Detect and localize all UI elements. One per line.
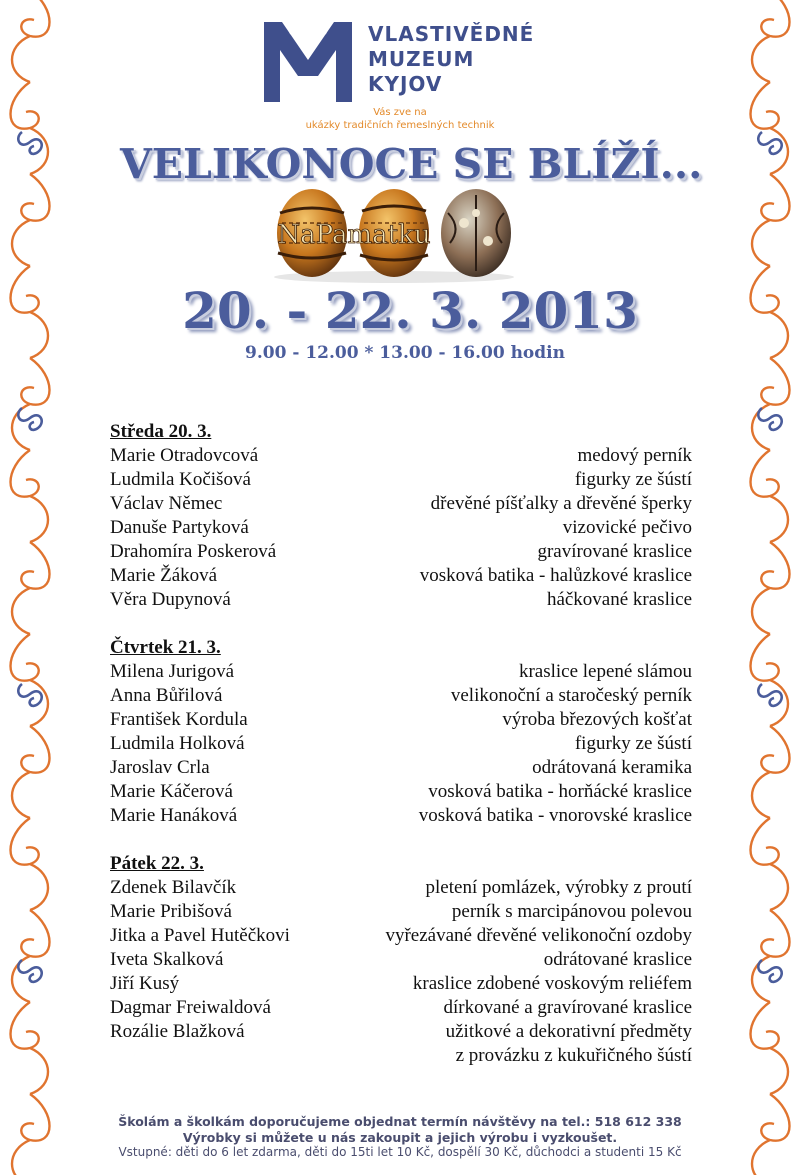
event-title: VELIKONOCE SE BLÍŽÍ... [120, 140, 703, 188]
craft-name: z provázku z kukuřičného šústí [455, 1045, 692, 1066]
footer-admission: Vstupné: děti do 6 let zdarma, děti do 15ti let 10 Kč, dospělí 30 Kč, důchodci a studenti 15 Kč [118, 1145, 682, 1159]
artisan-name: Ludmila Holková [110, 733, 245, 754]
program-row [110, 804, 700, 828]
event-dates: 20. - 22. 3. 2013 [182, 281, 638, 340]
program-row [110, 660, 700, 684]
craft-name: pletení pomlázek, výrobky z proutí [425, 877, 692, 898]
swirl-ornament [752, 726, 790, 818]
program-row [110, 1020, 700, 1044]
artisan-name: Marie Žáková [110, 565, 218, 586]
blue-curl-ornament [758, 408, 781, 430]
artisan-name: Rozálie Blažková [110, 1021, 245, 1042]
craft-name: háčkované kraslice [546, 589, 692, 610]
program-row [110, 1044, 700, 1068]
museum-name [368, 22, 534, 97]
program-row [110, 588, 700, 612]
program-row [110, 900, 700, 924]
blue-curl-ornament [758, 132, 781, 154]
swirl-ornament [12, 1094, 50, 1175]
artisan-name: Marie Hanáková [110, 805, 238, 826]
right-ornament-border [740, 0, 800, 1175]
craft-name: vosková batika - halůzkové kraslice [419, 565, 692, 586]
artisan-name: Marie Otradovcová [110, 445, 259, 466]
swirl-ornament [751, 818, 789, 910]
program-row [110, 516, 700, 540]
program-row [110, 924, 700, 948]
program-row [110, 948, 700, 972]
blue-curl-ornament [18, 960, 41, 982]
swirl-ornament [11, 450, 49, 542]
artisan-name: Ludmila Kočišová [110, 469, 251, 490]
swirl-ornament [12, 358, 50, 450]
craft-name: figurky ze šústí [574, 733, 692, 754]
footer-schools-note: Školám a školkám doporučujeme objednat termín návštěvy na tel.: 518 612 338 [118, 1114, 682, 1129]
swirl-ornament [751, 266, 789, 358]
swirl-ornament [751, 82, 789, 174]
artisan-name: Danuše Partyková [110, 517, 249, 538]
museum-name-line2: MUZEUM [368, 47, 475, 71]
program-row [110, 876, 700, 900]
craft-name: výroba březových košťat [502, 709, 692, 730]
blue-curl-ornament [758, 684, 781, 706]
museum-logo [262, 20, 354, 104]
craft-name: vosková batika - horňácké kraslice [428, 781, 692, 802]
artisan-name: Iveta Skalková [110, 949, 224, 970]
program-row [110, 708, 700, 732]
egg-inscription: NaPamatku [277, 220, 431, 250]
program-row [110, 564, 700, 588]
swirl-ornament [12, 726, 50, 818]
craft-name: figurky ze šústí [574, 469, 692, 490]
swirl-ornament [752, 0, 790, 82]
craft-name: vyřezávané dřevěné velikonoční ozdoby [385, 925, 692, 946]
program-row [110, 732, 700, 756]
program-row [110, 492, 700, 516]
swirl-ornament [751, 450, 789, 542]
program-row [110, 780, 700, 804]
swirl-ornament [11, 818, 49, 910]
invite-line1: Vás zve na [373, 107, 427, 118]
craft-name: medový perník [577, 445, 692, 466]
craft-name: vosková batika - vnorovské kraslice [418, 805, 692, 826]
craft-name: odrátované kraslice [543, 949, 692, 970]
blue-curl-ornament [18, 132, 41, 154]
swirl-ornament [752, 174, 790, 266]
craft-name: užitkové a dekorativní předměty [445, 1021, 692, 1042]
swirl-ornament [12, 0, 50, 82]
artisan-name: Dagmar Freiwaldová [110, 997, 271, 1018]
artisan-name: Marie Pribišová [110, 901, 232, 922]
craft-name: velikonoční a staročeský perník [450, 685, 692, 706]
swirl-ornament [11, 634, 49, 726]
opening-hours: 9.00 - 12.00 * 13.00 - 16.00 hodin [245, 343, 565, 363]
swirl-ornament [12, 910, 50, 1002]
artisan-name: Jiří Kusý [110, 973, 180, 994]
artisan-name: Zdenek Bilavčík [110, 877, 237, 898]
museum-name-line1: VLASTIVĚDNÉ [368, 22, 535, 46]
program-row [110, 468, 700, 492]
craft-name: gravírované kraslice [537, 541, 692, 562]
swirl-ornament [751, 1002, 789, 1094]
craft-name: dřevěné píšťalky a dřevěné šperky [430, 493, 692, 514]
museum-name-line3: KYJOV [368, 72, 443, 96]
craft-name: kraslice lepené slámou [518, 661, 692, 682]
program-row [110, 972, 700, 996]
artisan-name: František Kordula [110, 709, 248, 730]
easter-eggs-image [272, 183, 517, 283]
program-row [110, 444, 700, 468]
swirl-ornament [751, 634, 789, 726]
swirl-ornament [11, 82, 49, 174]
invitation-text [280, 106, 520, 132]
egg-3 [441, 189, 511, 277]
craft-name: odrátovaná keramika [532, 757, 692, 778]
day-heading: Čtvrtek 21. 3. [110, 637, 221, 658]
program-row [110, 756, 700, 780]
program-list [110, 420, 700, 1068]
craft-name: vizovické pečivo [562, 517, 692, 538]
left-ornament-border [0, 0, 60, 1175]
program-row [110, 996, 700, 1020]
program-row [110, 684, 700, 708]
artisan-name: Drahomíra Poskerová [110, 541, 277, 562]
artisan-name: Marie Káčerová [110, 781, 233, 802]
artisan-name: Jaroslav Crla [110, 757, 210, 778]
blue-curl-ornament [758, 960, 781, 982]
artisan-name: Jitka a Pavel Hutěčkovi [110, 925, 290, 946]
blue-curl-ornament [18, 408, 41, 430]
program-row [110, 540, 700, 564]
swirl-ornament [11, 266, 49, 358]
swirl-ornament [12, 174, 50, 266]
craft-name: kraslice zdobené voskovým reliéfem [412, 973, 692, 994]
swirl-ornament [752, 358, 790, 450]
swirl-ornament [752, 542, 790, 634]
artisan-name: Věra Dupynová [110, 589, 231, 610]
artisan-name: Anna Bůřilová [110, 685, 223, 706]
blue-curl-ornament [18, 684, 41, 706]
invite-line2: ukázky tradičních řemeslných technik [305, 120, 495, 131]
footer-purchase-note: Výrobky si můžete u nás zakoupit a jejich výrobu i vyzkoušet. [182, 1130, 618, 1145]
swirl-ornament [752, 910, 790, 1002]
swirl-ornament [12, 542, 50, 634]
craft-name: perník s marcipánovou polevou [451, 901, 692, 922]
day-heading: Pátek 22. 3. [110, 853, 204, 874]
craft-name: dírkované a gravírované kraslice [443, 997, 692, 1018]
swirl-ornament [11, 1002, 49, 1094]
artisan-name: Václav Němec [110, 493, 223, 514]
day-heading: Středa 20. 3. [110, 421, 212, 442]
artisan-name: Milena Jurigová [110, 661, 235, 682]
swirl-ornament [752, 1094, 790, 1175]
